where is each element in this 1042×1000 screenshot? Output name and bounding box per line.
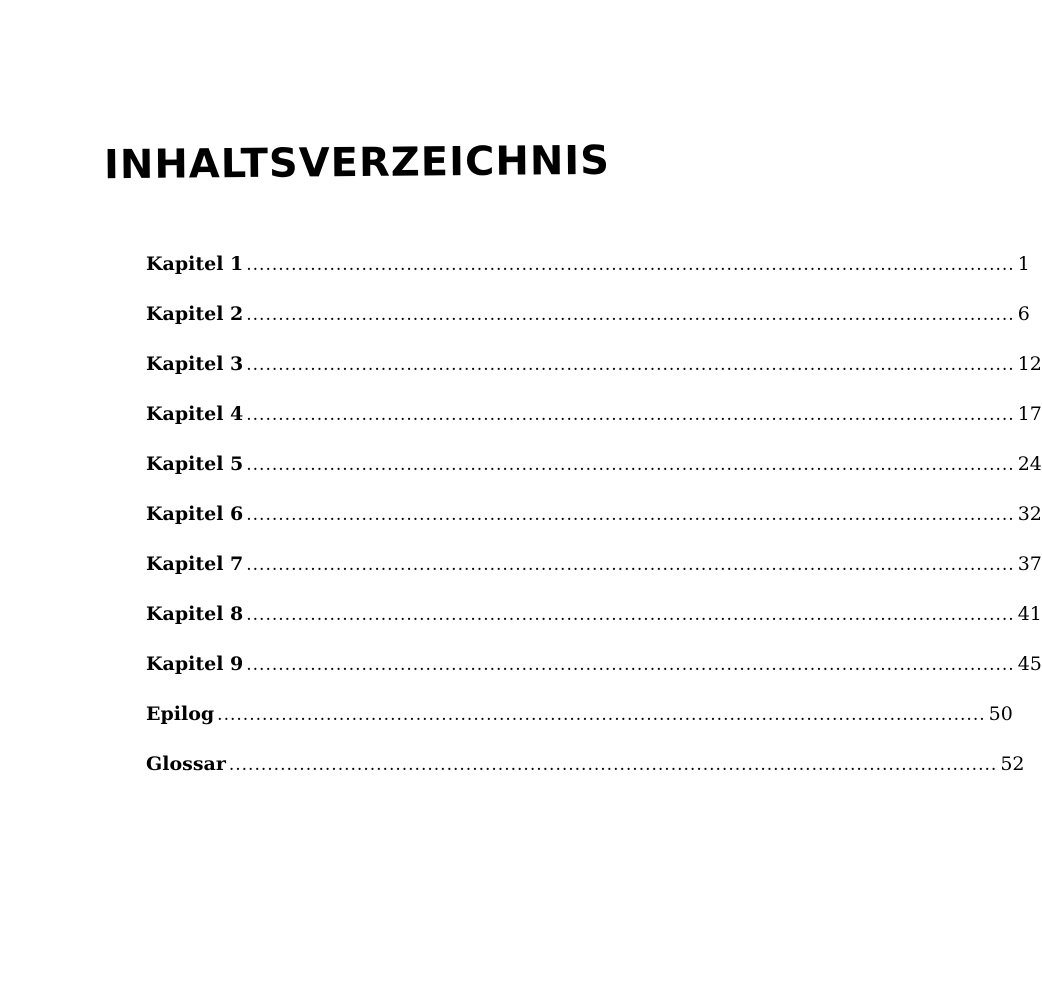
table-of-contents <box>146 245 1042 795</box>
toc-entry-page: 37 <box>1017 553 1042 575</box>
dot-leader: ........................................................................................................................ <box>246 655 1015 675</box>
toc-entry-label: Kapitel 6 <box>146 503 244 525</box>
toc-entry-page: 24 <box>1017 453 1042 475</box>
toc-entry-page: 6 <box>1017 303 1030 325</box>
toc-entry-label: Kapitel 3 <box>146 353 244 375</box>
toc-entry[interactable] <box>146 545 1042 595</box>
toc-entry[interactable] <box>146 595 1042 645</box>
page-title: INHALTSVERZEICHNIS <box>103 137 611 189</box>
toc-entry[interactable] <box>146 745 1025 795</box>
toc-entry-page: 32 <box>1017 503 1042 525</box>
toc-entry-page: 41 <box>1017 603 1042 625</box>
dot-leader: ........................................................................................................................ <box>246 305 1015 325</box>
toc-entry-page: 12 <box>1017 353 1042 375</box>
toc-entry[interactable] <box>146 245 1030 295</box>
toc-entry[interactable] <box>146 645 1042 695</box>
toc-entry[interactable] <box>146 395 1042 445</box>
toc-entry-label: Kapitel 1 <box>146 253 244 275</box>
toc-entry-page: 45 <box>1017 653 1042 675</box>
toc-entry[interactable] <box>146 495 1042 545</box>
toc-entry-label: Kapitel 9 <box>146 653 244 675</box>
toc-entry-label: Glossar <box>146 753 226 775</box>
dot-leader: ........................................................................................................................ <box>246 605 1015 625</box>
dot-leader: ........................................................................................................................ <box>246 455 1015 475</box>
toc-entry-page: 1 <box>1017 253 1030 275</box>
toc-entry[interactable] <box>146 445 1042 495</box>
toc-entry-page: 52 <box>1000 753 1025 775</box>
toc-entry-label: Epilog <box>146 703 215 725</box>
toc-entry[interactable] <box>146 295 1030 345</box>
dot-leader: ........................................................................................................................ <box>246 555 1015 575</box>
toc-entry-page: 17 <box>1017 403 1042 425</box>
toc-entry-label: Kapitel 2 <box>146 303 244 325</box>
toc-entry-page: 50 <box>988 703 1013 725</box>
toc-entry-label: Kapitel 7 <box>146 553 244 575</box>
toc-entry-label: Kapitel 8 <box>146 603 244 625</box>
dot-leader: ........................................................................................................................ <box>246 255 1015 275</box>
toc-entry[interactable] <box>146 695 1013 745</box>
toc-entry[interactable] <box>146 345 1042 395</box>
dot-leader: ........................................................................................................................ <box>246 505 1015 525</box>
dot-leader: ........................................................................................................................ <box>246 405 1015 425</box>
dot-leader: ........................................................................................................................ <box>228 755 998 775</box>
dot-leader: ........................................................................................................................ <box>246 355 1015 375</box>
toc-entry-label: Kapitel 5 <box>146 453 244 475</box>
toc-entry-label: Kapitel 4 <box>146 403 244 425</box>
dot-leader: ........................................................................................................................ <box>217 705 986 725</box>
